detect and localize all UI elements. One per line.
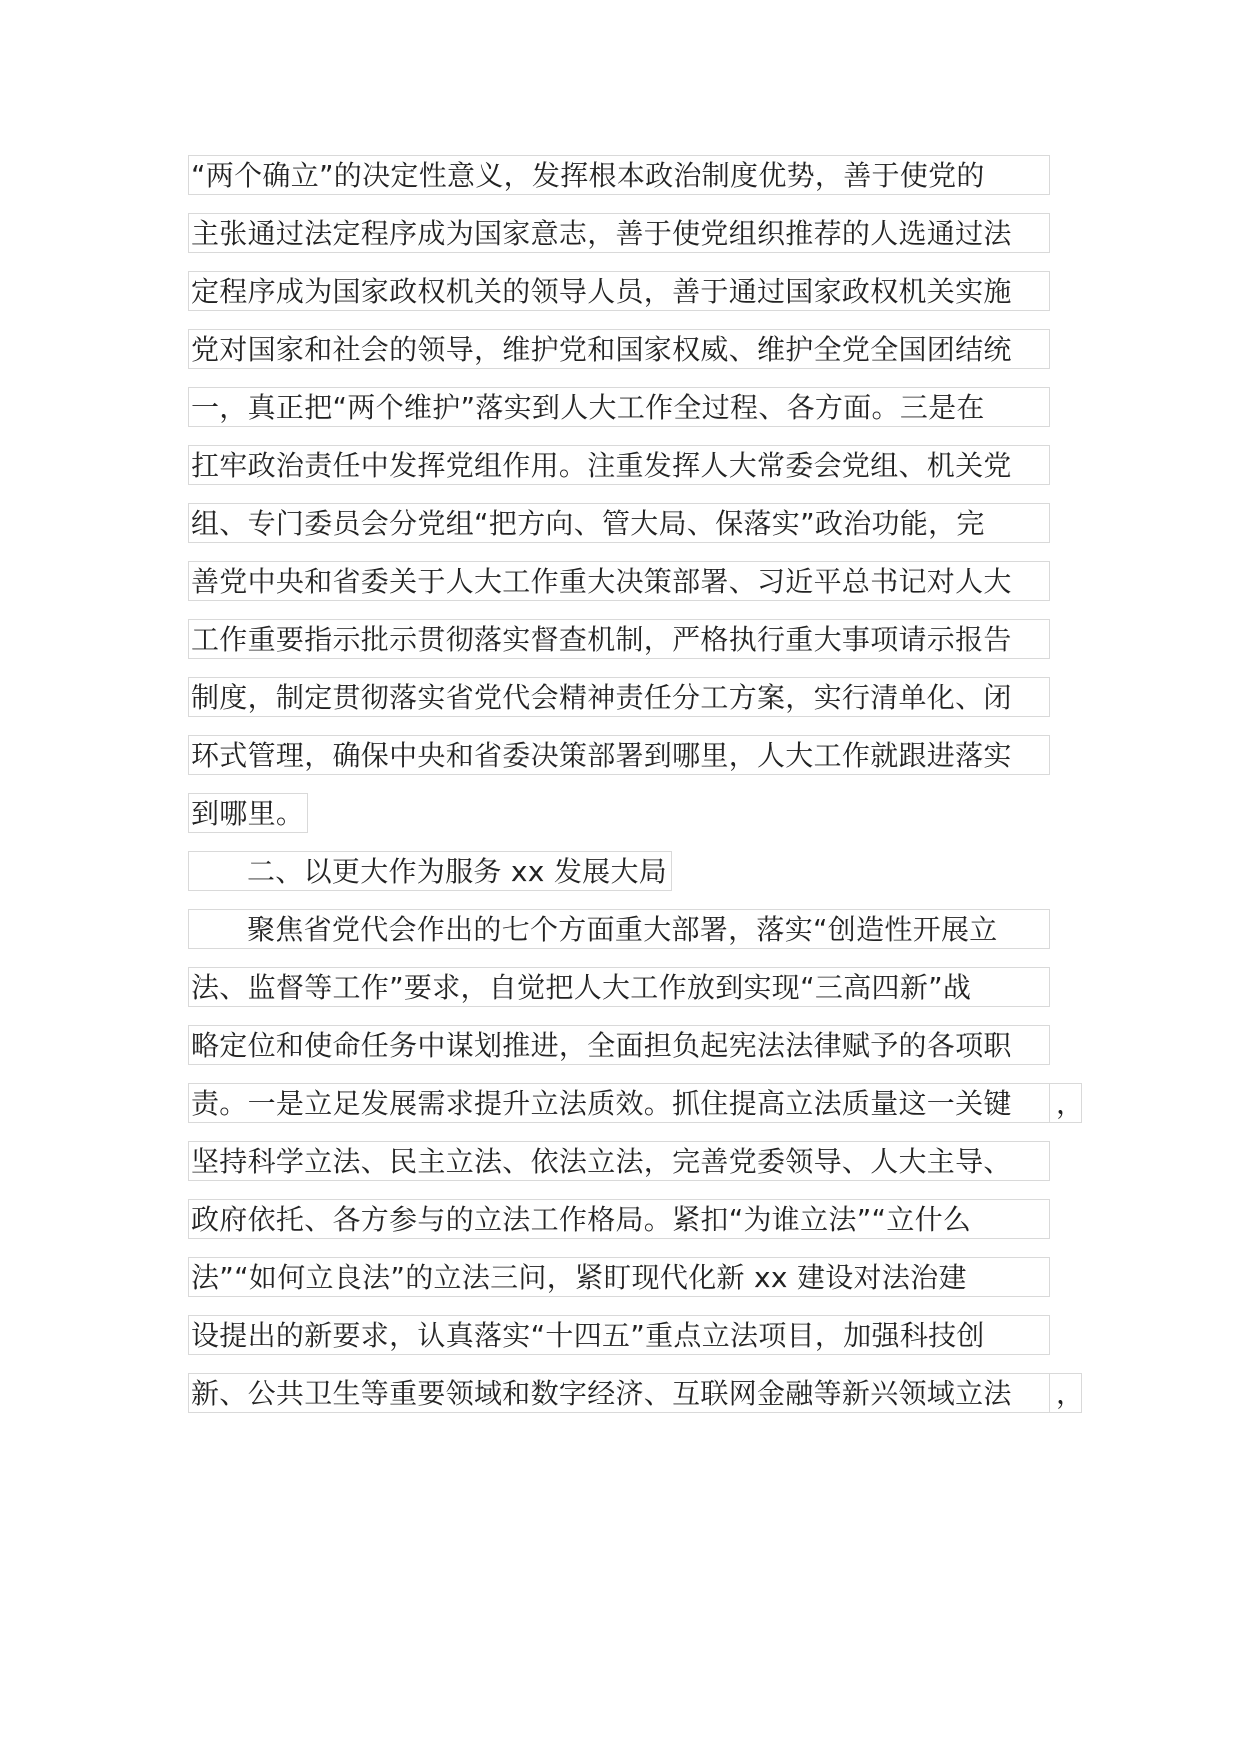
text-line: 扛牢政治责任中发挥党组作用。注重发挥人大常委会党组、机关党	[188, 445, 1050, 485]
text-line: 定程序成为国家政权机关的领导人员，善于通过国家政权机关实施	[188, 271, 1050, 311]
overflow-punctuation: ，	[1050, 1373, 1082, 1413]
text-line: 到哪里。	[188, 793, 308, 833]
text-line: 组、专门委员会分党组“把方向、管大局、保落实”政治功能，完	[188, 503, 1050, 543]
text-line: 略定位和使命任务中谋划推进，全面担负起宪法法律赋予的各项职	[188, 1025, 1050, 1065]
text-line: 新、公共卫生等重要领域和数字经济、互联网金融等新兴领域立法	[188, 1373, 1050, 1413]
text-line: 坚持科学立法、民主立法、依法立法，完善党委领导、人大主导、	[188, 1141, 1050, 1181]
text-line: 责。一是立足发展需求提升立法质效。抓住提高立法质量这一关键	[188, 1083, 1050, 1123]
text-line: 设提出的新要求，认真落实“十四五”重点立法项目，加强科技创	[188, 1315, 1050, 1355]
text-line: 法、监督等工作”要求，自觉把人大工作放到实现“三高四新”战	[188, 967, 1050, 1007]
text-line: 政府依托、各方参与的立法工作格局。紧扣“为谁立法”“立什么	[188, 1199, 1050, 1239]
text-line: “两个确立”的决定性意义，发挥根本政治制度优势，善于使党的	[188, 155, 1050, 195]
text-line: 聚焦省党代会作出的七个方面重大部署，落实“创造性开展立	[188, 909, 1050, 949]
text-line: 法”“如何立良法”的立法三问，紧盯现代化新 xx 建设对法治建	[188, 1257, 1050, 1297]
text-line: 党对国家和社会的领导，维护党和国家权威、维护全党全国团结统	[188, 329, 1050, 369]
text-line: 制度，制定贯彻落实省党代会精神责任分工方案，实行清单化、闭	[188, 677, 1050, 717]
text-line: 一，真正把“两个维护”落实到人大工作全过程、各方面。三是在	[188, 387, 1050, 427]
text-line: 主张通过法定程序成为国家意志，善于使党组织推荐的人选通过法	[188, 213, 1050, 253]
text-line: 工作重要指示批示贯彻落实督查机制，严格执行重大事项请示报告	[188, 619, 1050, 659]
text-line: 环式管理，确保中央和省委决策部署到哪里，人大工作就跟进落实	[188, 735, 1050, 775]
section-heading: 二、以更大作为服务 xx 发展大局	[188, 851, 672, 891]
text-line: 善党中央和省委关于人大工作重大决策部署、习近平总书记对人大	[188, 561, 1050, 601]
overflow-punctuation: ，	[1050, 1083, 1082, 1123]
